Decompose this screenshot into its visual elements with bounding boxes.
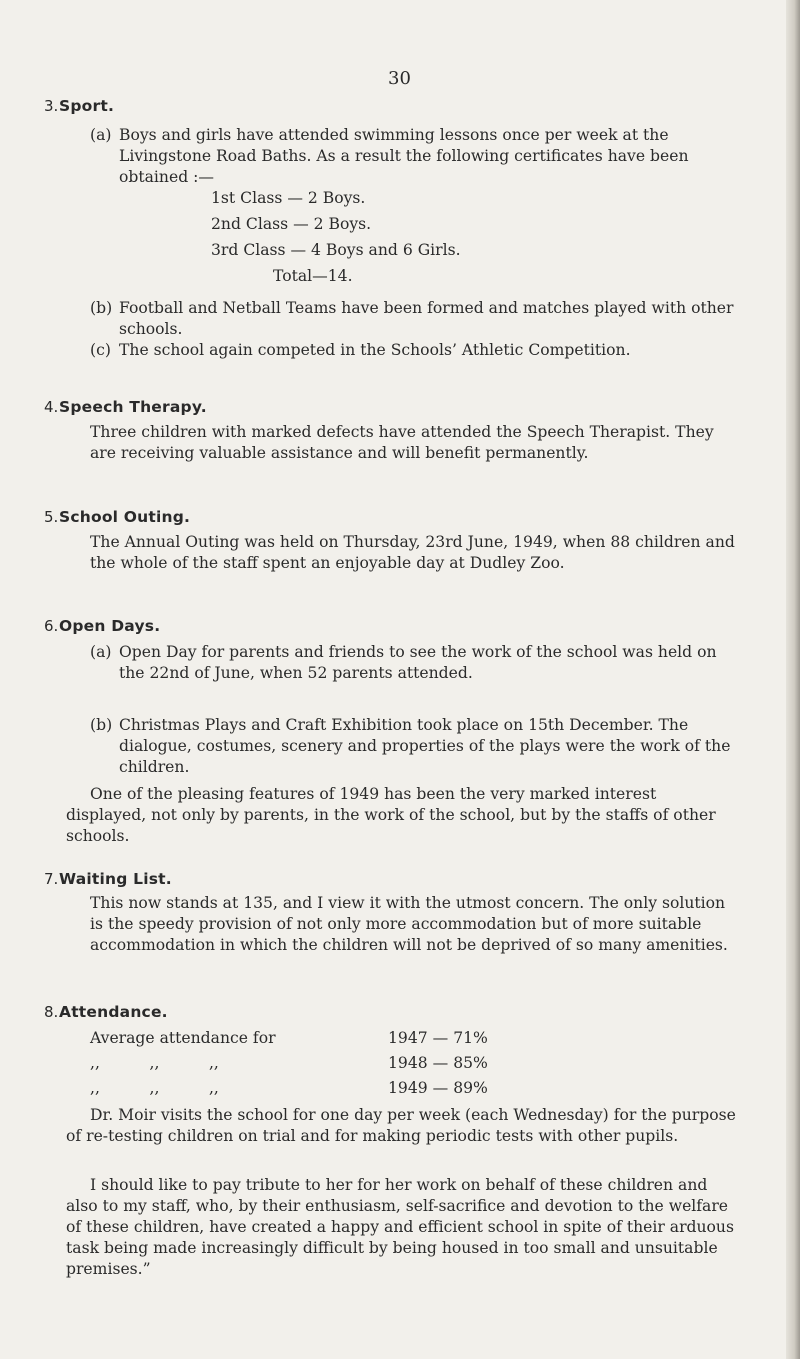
attendance-value: 1947 — 71%	[388, 1029, 488, 1047]
page-number: 30	[388, 68, 411, 89]
sport-item-c	[90, 340, 740, 361]
attendance-value: 1948 — 85%	[388, 1054, 488, 1072]
attendance-paragraph-1: Dr. Moir visits the school for one day per week (each Wednesday) for the purpose of re-testing children on trial and for making periodic tests with other pupils.	[66, 1106, 736, 1145]
item-text: Boys and girls have attended swimming lessons once per week at the Livingstone Road Baths. As a result the following certificates have been obtained :—	[119, 126, 689, 186]
attendance-label: ,, ,, ,,	[90, 1054, 219, 1072]
section-heading: Speech Therapy.	[59, 398, 207, 416]
item-text: Open Day for parents and friends to see the work of the school was held on the 22nd of June, when 52 parents attended.	[119, 643, 717, 682]
section-number: 8.	[44, 1003, 59, 1021]
page-edge-shadow	[786, 0, 800, 1359]
section-number: 7.	[44, 870, 59, 888]
item-label: (b)	[90, 299, 113, 317]
certificate-line: 3rd Class — 4 Boys and 6 Girls.	[211, 241, 461, 259]
sport-item-a	[90, 125, 740, 188]
section-number: 3.	[44, 97, 59, 115]
item-label: (b)	[90, 716, 113, 734]
attendance-label: ,, ,, ,,	[90, 1079, 219, 1097]
open-days-item-a	[90, 642, 740, 684]
item-label: (c)	[90, 341, 111, 359]
attendance-paragraph-2: I should like to pay tribute to her for her work on behalf of these children and also to my staff, who, by their enthusiasm, self-sacrifice and devotion to the welfare of these children, have created a happy and efficient school in spite of their arduous task being made increasingly difficult by being housed in too small and unsuitable premises.”	[66, 1176, 734, 1278]
speech-paragraph: Three children with marked defects have attended the Speech Therapist. They are receiving valuable assistance and will benefit permanently.	[90, 423, 714, 462]
section-heading: School Outing.	[59, 508, 191, 526]
item-label: (a)	[90, 643, 112, 661]
section-heading: Open Days.	[59, 617, 161, 635]
attendance-label: Average attendance for	[90, 1029, 276, 1047]
outing-paragraph: The Annual Outing was held on Thursday, 23rd June, 1949, when 88 children and the whole of the staff spent an enjoyable day at Dudley Zoo.	[90, 533, 735, 572]
item-text: The school again competed in the Schools’ Athletic Competition.	[119, 341, 631, 359]
certificate-line: 2nd Class — 2 Boys.	[211, 215, 372, 233]
certificate-total: Total—14.	[273, 267, 353, 285]
waiting-paragraph: This now stands at 135, and I view it with the utmost concern. The only solution is the speedy provision of not only more accommodation but of more suitable accommodation in which the children will not be deprived of so many amenities.	[90, 894, 728, 954]
open-days-item-b	[90, 715, 740, 778]
section-number: 4.	[44, 398, 59, 416]
open-days-paragraph: One of the pleasing features of 1949 has been the very marked interest displayed, not only by parents, in the work of the school, but by the staffs of other schools.	[66, 785, 716, 845]
item-text: Football and Netball Teams have been formed and matches played with other schools.	[119, 299, 734, 338]
attendance-value: 1949 — 89%	[388, 1079, 488, 1097]
section-heading: Sport.	[59, 97, 115, 115]
section-number: 5.	[44, 508, 59, 526]
section-number: 6.	[44, 617, 59, 635]
sport-item-b	[90, 298, 740, 340]
section-heading: Waiting List.	[59, 870, 172, 888]
certificate-line: 1st Class — 2 Boys.	[211, 189, 366, 207]
section-heading: Attendance.	[59, 1003, 168, 1021]
item-text: Christmas Plays and Craft Exhibition took place on 15th December. The dialogue, costumes, scenery and properties of the plays were the work of the children.	[119, 716, 731, 776]
item-label: (a)	[90, 126, 112, 144]
